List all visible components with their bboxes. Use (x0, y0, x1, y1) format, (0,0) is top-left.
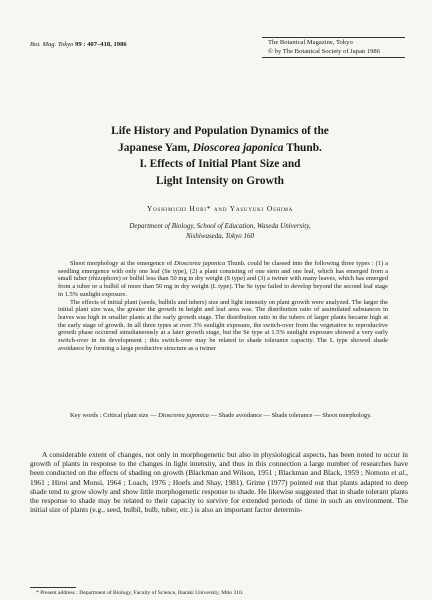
title-line-2 (40, 140, 400, 157)
volume-pages: 99 : 407–418, 1986 (75, 41, 127, 48)
affiliation (40, 221, 400, 241)
journal-name: Bot. Mag. Tokyo (30, 41, 74, 48)
abstract-paragraph-2: The effects of initial plant (seeds, bulbils and tubers) size and light intensity on plant growth were analyzed. The larger the initial plant size was, the greater the growth in height and leaf area was. The distribution ratio of assimilated substances in leaves was high in smaller plants at the early growth stage. The distribution ratio in the tubers of larger plants became high at the early stage of growth. In all three types at over 3% sunlight exposure, the switch-over from the vegetative to reproductive growth phase occurred simultaneously at a later growth stage, but the Se type at 1.5% sunlight exposure showed a very early switch-over in its development ; this switch-over may be related to shade tolerance capacity. The L type showed shade avoidance by forming a large productive structure as a twiner (58, 298, 388, 352)
introduction-text (30, 450, 408, 514)
keywords-rest: — Shade avoidance — Shade tolerance — Shoot morphology. (208, 412, 372, 419)
affiliation-line-2: Nishiwaseda, Tokyo 160 (186, 232, 254, 240)
abstract (58, 260, 388, 352)
keywords-species: Dioscorea japonica (158, 412, 209, 419)
title-species: Dioscorea japonica (192, 141, 284, 154)
affiliation-line-1: Department of Biology, School of Education, Waseda University, (129, 222, 311, 230)
title-line-1: Life History and Population Dynamics of the (111, 125, 329, 137)
abstract-p1-start: Shoot morphology at the emergence of (70, 260, 175, 267)
title-line-4: Light Intensity on Growth (156, 174, 284, 187)
keywords (58, 412, 388, 420)
journal-citation (30, 41, 127, 48)
copyright-box (262, 37, 405, 58)
article-title (40, 123, 400, 189)
copyright-society: © by The Botanical Society of Japan 1986 (268, 47, 381, 55)
body-rest: , 1961 ; Hiroi and Monsi, 1964 ; Loach, 1976 ; Hoefs and Shay, 1981). Grime (1977) pointed out that plants adapted to deep shade tend to grow slowly and show little morphogenetic response to shade. He likewise suggested that in shade tolerant plants the response to shade may be related to their capacity to survive for extended periods of time in such an environment. The initial size of plants (e.g., seed, bulbil, bulb, tuber, etc.) is also an important factor determin- (30, 468, 408, 515)
title-line-2-end: Thunb. (283, 141, 322, 154)
abstract-p1-rest: Thunb. could be classed into the following three types : (1) a seedling emergence with only one leaf (Se type), (2) a plant consisting of one stem and one leaf, which has emerged from a small tuber (rhizophore) or bulbil less than 50 mg in dry weight (S type) and (3) a twiner with many leaves, which has emerged from a tuber or a bulbil of more than 50 mg in dry weight (L type). The Se type failed to develop beyond the second leaf stage in 1.5% sunlight exposure. (58, 260, 388, 298)
copyright-journal: The Botanical Magazine, Tokyo (268, 39, 353, 46)
title-line-2-start: Japanese Yam, (118, 141, 193, 154)
keywords-label: Key words : Critical plant size — (70, 412, 159, 419)
abstract-paragraph-1 (58, 260, 388, 299)
body-et-al: et al. (391, 468, 407, 478)
footnote-rule (30, 587, 76, 588)
body-start: A considerable extent of changes, not only in morphogenetic but also in physiological aspects, has been noted to occur in growth of plants in response to the changes in light intensity, and thus in this connection a large number of researches have been conducted on the effects of shading on growth (Blackman and Wilson, 1951 ; Blackman and Black, 1959 ; Nomoto (30, 450, 408, 478)
author-list: Yoshimichi Hori* and Yasuyuki Oshima (146, 204, 294, 213)
body-paragraph (30, 450, 408, 514)
title-line-3: I. Effects of Initial Plant Size and (139, 158, 301, 171)
abstract-species: Dioscorea japonica (174, 260, 226, 267)
footnote: * Present address : Department of Biology, Faculty of Science, Ibaraki University, Mito 310. (36, 590, 244, 596)
